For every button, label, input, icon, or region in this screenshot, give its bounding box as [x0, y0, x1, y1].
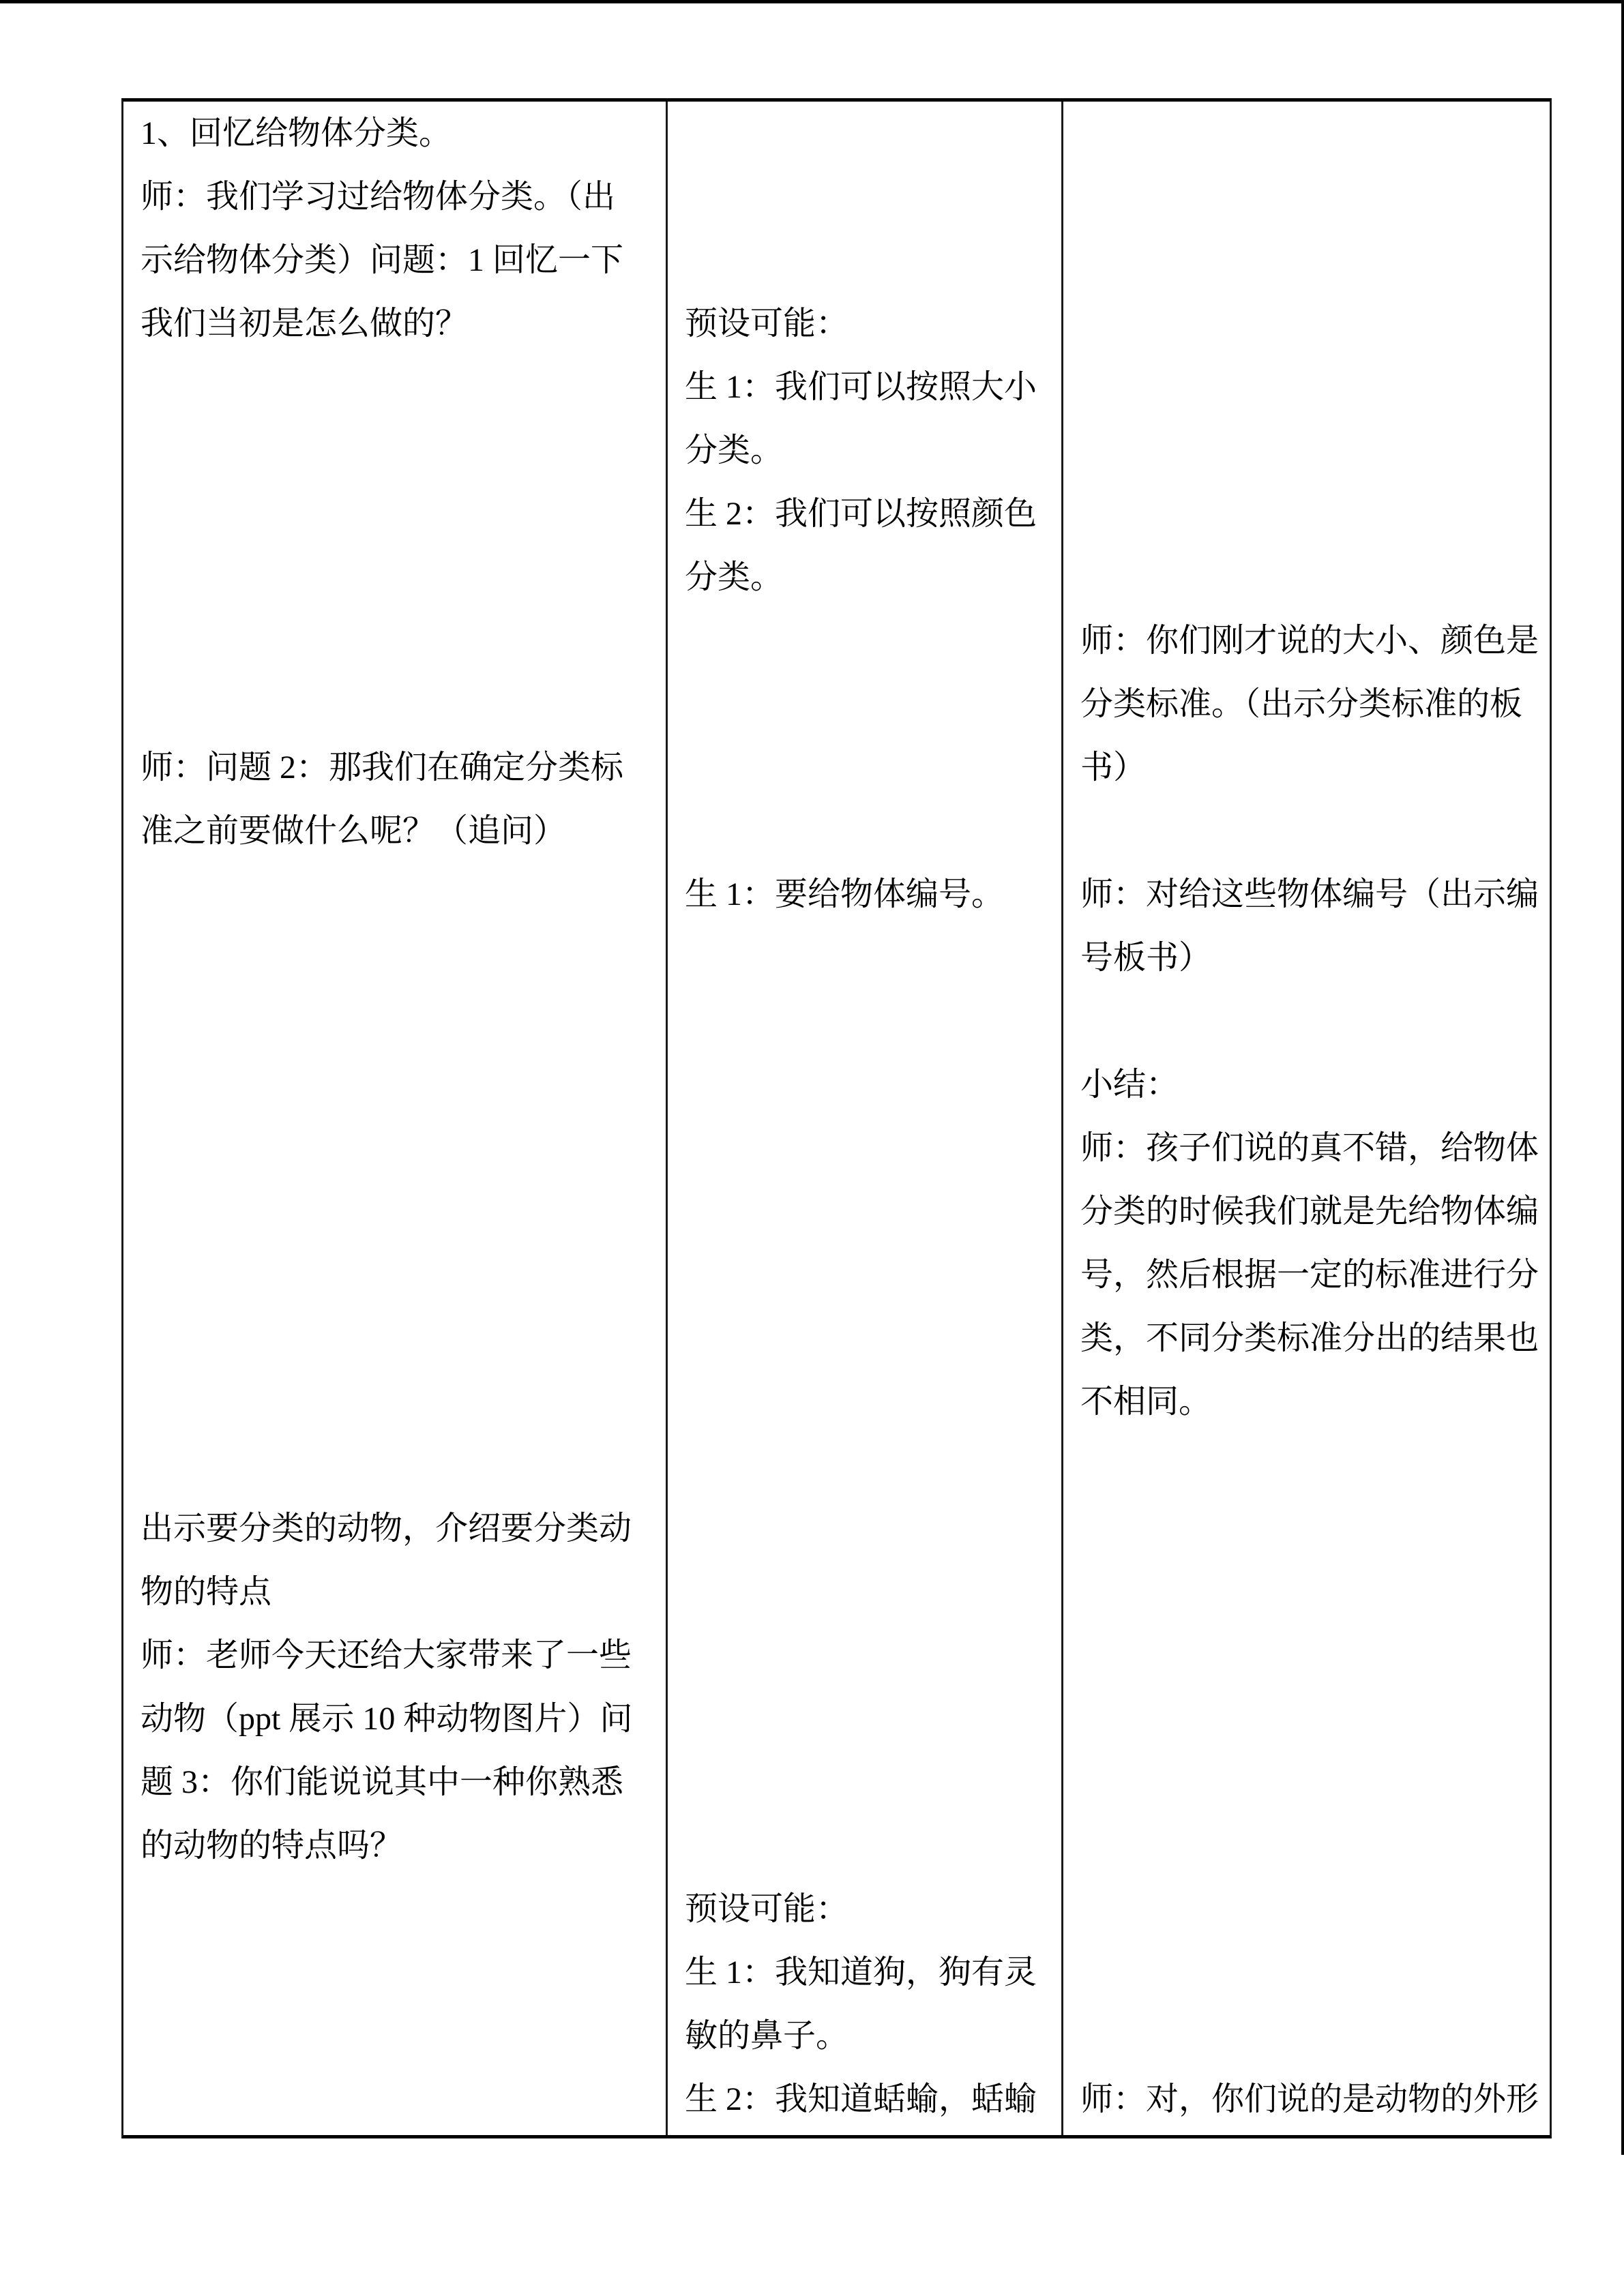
text-line: [685, 228, 1048, 292]
table-column-teacher-activity: [123, 102, 666, 2135]
text-line: 我们当初是怎么做的？: [141, 305, 469, 342]
text-line: [1080, 1687, 1536, 1750]
text-line: [685, 165, 1048, 228]
text-line: [1080, 292, 1536, 355]
text-line: [685, 1814, 1048, 1877]
text-line: [141, 609, 652, 672]
text-line: 预设可能：: [685, 1891, 849, 1927]
text-line: [685, 1243, 1048, 1307]
text-line: 生 1：我知道狗，狗有灵: [685, 1954, 1037, 1991]
text-line: 师：你们刚才说的大小、颜色是: [1080, 623, 1539, 659]
text-line: 师：对给这些物体编号（出示编: [1080, 876, 1539, 912]
text-line: [1080, 1750, 1536, 1814]
text-line: 分类标准。（出示分类标准的板: [1080, 686, 1523, 722]
text-line: 生 1：我们可以按照大小: [685, 369, 1037, 405]
text-line: [141, 419, 652, 482]
text-line: 师：我们学习过给物体分类。（出: [141, 179, 616, 215]
text-line: [685, 1497, 1048, 1560]
text-line: [141, 1053, 652, 1116]
text-line: 师：孩子们说的真不错，给物体: [1080, 1130, 1539, 1166]
text-line: 1、回忆给物体分类。: [141, 115, 452, 151]
text-line: 物的特点: [141, 1574, 272, 1610]
text-line: 生 1：要给物体编号。: [685, 876, 1005, 912]
text-line: [1080, 1624, 1536, 1687]
text-line: 生 2：我知道蛞蝓，蛞蝓: [685, 2081, 1037, 2117]
text-line: [685, 102, 1048, 165]
text-line: 师：问题 2：那我们在确定分类标: [141, 749, 624, 786]
text-line: [141, 355, 652, 419]
text-line: [685, 799, 1048, 863]
text-line: [685, 1624, 1048, 1687]
lesson-plan-table: [121, 98, 1552, 2138]
text-line: [141, 1243, 652, 1307]
text-line: 生 2：我们可以按照颜色: [685, 496, 1037, 532]
text-line: 师：对，你们说的是动物的外形: [1080, 2081, 1539, 2117]
text-line: [141, 1307, 652, 1370]
text-line: 动物（ppt 展示 10 种动物图片）问: [141, 1701, 633, 1737]
text-line: [1080, 228, 1536, 292]
text-line: [685, 989, 1048, 1053]
text-line: 号板书）: [1080, 940, 1212, 976]
table-column-student-responses: [666, 102, 1061, 2135]
text-line: 分类。: [685, 559, 784, 595]
text-line: [1080, 165, 1536, 228]
text-line: [685, 736, 1048, 799]
text-line: [1080, 1814, 1536, 1877]
top-edge-scan-bar: [0, 0, 1624, 3]
text-line: [685, 1750, 1048, 1814]
text-line: 题 3：你们能说说其中一种你熟悉: [141, 1764, 624, 1800]
text-line: [1080, 799, 1536, 863]
text-line: 不相同。: [1080, 1384, 1212, 1420]
text-line: [141, 482, 652, 546]
text-line: 的动物的特点吗？: [141, 1828, 403, 1864]
text-line: [685, 1053, 1048, 1116]
text-line: 预设可能：: [685, 305, 849, 342]
text-line: [1080, 546, 1536, 609]
text-line: [1080, 989, 1536, 1053]
text-line: [1080, 1941, 1536, 2004]
text-line: [1080, 1560, 1536, 1624]
text-line: [141, 1116, 652, 1180]
text-line: 出示要分类的动物，介绍要分类动: [141, 1510, 632, 1547]
right-edge-scan-line: [1621, 0, 1624, 2155]
text-line: [141, 1877, 652, 1941]
text-line: [1080, 102, 1536, 165]
text-line: [141, 672, 652, 736]
text-line: [685, 1560, 1048, 1624]
text-line: 号，然后根据一定的标准进行分: [1080, 1257, 1539, 1293]
text-line: 类，不同分类标准分出的结果也: [1080, 1320, 1539, 1356]
text-line: [1080, 1497, 1536, 1560]
text-line: [141, 546, 652, 609]
text-line: [685, 1687, 1048, 1750]
text-line: [685, 1116, 1048, 1180]
text-line: 师：老师今天还给大家带来了一些: [141, 1637, 632, 1673]
text-line: 准之前要做什么呢？（追问）: [141, 813, 567, 849]
text-line: 书）: [1080, 749, 1147, 786]
table-column-teacher-feedback: [1061, 102, 1550, 2135]
text-line: [685, 1433, 1048, 1497]
text-line: 示给物体分类）问题：1 回忆一下: [141, 242, 624, 278]
text-line: [685, 1370, 1048, 1433]
text-line: [685, 1307, 1048, 1370]
text-line: [685, 672, 1048, 736]
text-line: [141, 863, 652, 926]
text-line: 分类。: [685, 432, 784, 468]
text-line: [141, 2068, 652, 2131]
text-line: [141, 1941, 652, 2004]
text-line: 小结：: [1080, 1067, 1179, 1103]
text-line: [685, 926, 1048, 989]
text-line: [1080, 1877, 1536, 1941]
text-line: [1080, 355, 1536, 419]
text-line: [1080, 419, 1536, 482]
text-line: [141, 2004, 652, 2068]
text-line: [141, 1433, 652, 1497]
text-line: [141, 926, 652, 989]
text-line: [685, 609, 1048, 672]
text-line: [141, 989, 652, 1053]
text-line: [141, 1180, 652, 1243]
text-line: 敏的鼻子。: [685, 2018, 849, 2054]
text-line: [1080, 1433, 1536, 1497]
text-line: 分类的时候我们就是先给物体编: [1080, 1193, 1539, 1229]
text-line: [1080, 2004, 1536, 2068]
text-line: [685, 1180, 1048, 1243]
text-line: [141, 1370, 652, 1433]
text-line: [1080, 482, 1536, 546]
